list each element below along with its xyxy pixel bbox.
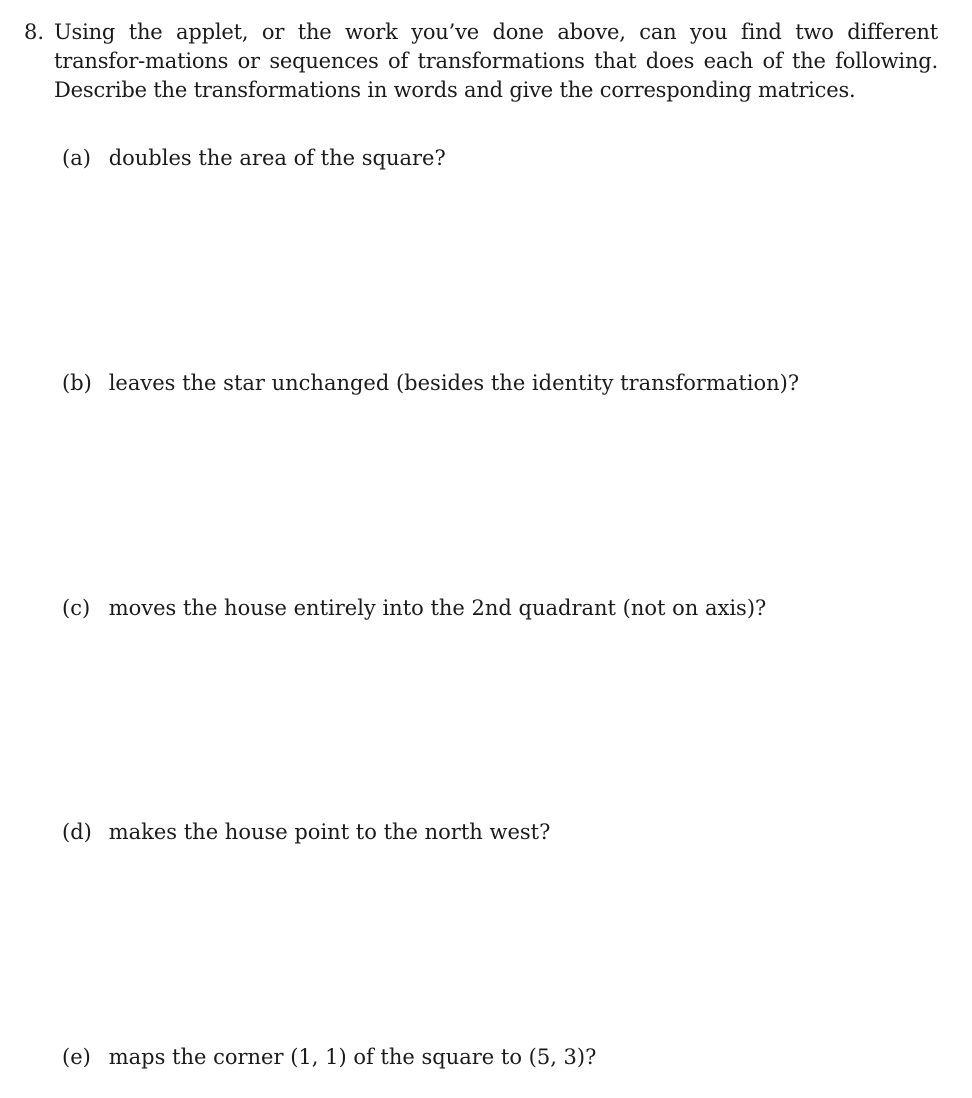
part-label: (a): [62, 146, 91, 170]
part-label: (b): [62, 371, 92, 395]
part-question: maps the corner (1, 1) of the square to (5, 3)?: [108, 1045, 597, 1069]
part-question: leaves the star unchanged (besides the identity transformation)?: [108, 371, 800, 395]
part-question: doubles the area of the square?: [108, 146, 446, 170]
part-question: moves the house entirely into the 2nd quadrant (not on axis)?: [108, 596, 767, 620]
part-label: (d): [62, 820, 92, 844]
problem-8: [24, 18, 944, 105]
part-b: [62, 369, 799, 398]
problem-number: 8.: [24, 20, 45, 44]
part-label: (e): [62, 1045, 91, 1069]
part-a: [62, 144, 446, 173]
problem-statement: Using the applet, or the work you’ve done above, can you find two different transfor-mations or sequences of transformations that does each of the following. Describe the transformations in words and give the corresponding matrices.: [54, 20, 938, 102]
part-c: [62, 594, 766, 623]
part-e: [62, 1043, 596, 1072]
part-question: makes the house point to the north west?: [108, 820, 551, 844]
part-d: [62, 818, 550, 847]
part-label: (c): [62, 596, 91, 620]
